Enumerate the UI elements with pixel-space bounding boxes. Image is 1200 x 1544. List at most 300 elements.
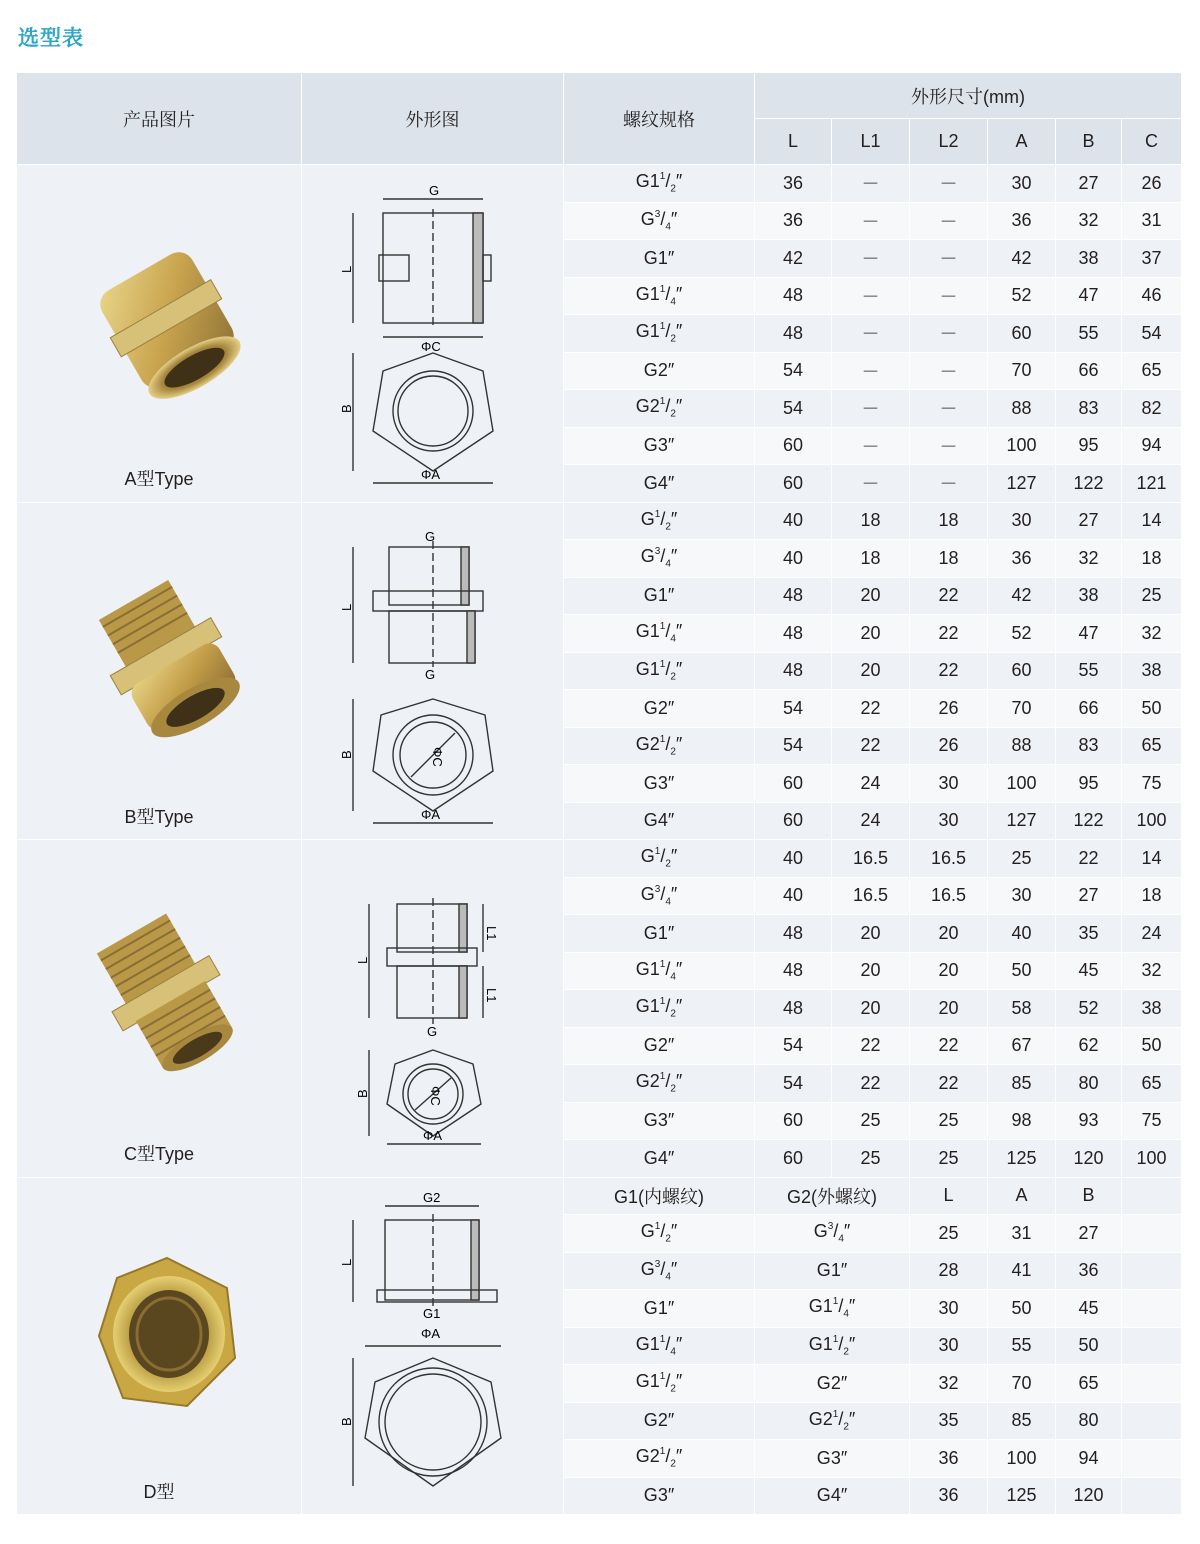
dim-cell-c: 100 <box>1122 1140 1182 1178</box>
table-row <box>17 502 1182 540</box>
thread-cell: $G1^1/_4''$ <box>564 277 755 315</box>
dim-cell-a: 36 <box>988 540 1056 578</box>
dim-cell-a: 25 <box>988 840 1056 878</box>
d-dim-cell: 65 <box>1056 1365 1122 1403</box>
empty-cell <box>1122 1290 1182 1328</box>
dim-cell-b: 27 <box>1056 165 1122 203</box>
label-phi-c: ΦC <box>429 746 445 767</box>
g1-thread-cell: G1″ <box>564 1290 755 1328</box>
d-dim-cell: 45 <box>1056 1290 1122 1328</box>
label-phi-a: ΦA <box>422 1128 442 1144</box>
d-dim-cell: 36 <box>910 1477 988 1515</box>
dim-cell-l2: － <box>910 277 988 315</box>
d-dim-cell: 25 <box>910 1215 988 1253</box>
label-l: L <box>354 957 370 965</box>
thread-cell: $G1^1/_4''$ <box>564 952 755 990</box>
dim-cell-l2: － <box>910 315 988 353</box>
dim-cell-l2: 25 <box>910 1140 988 1178</box>
dim-cell-c: 100 <box>1122 802 1182 840</box>
dim-cell-b: 27 <box>1056 877 1122 915</box>
thread-cell: $G1^1/_2''$ <box>564 652 755 690</box>
dim-cell-b: 83 <box>1056 390 1122 428</box>
dim-cell-a: 42 <box>988 240 1056 278</box>
dim-cell-b: 27 <box>1056 502 1122 540</box>
label-phi-a: ΦA <box>420 806 440 822</box>
empty-cell <box>1122 1365 1182 1403</box>
photo-cell-type-a <box>17 165 302 503</box>
dim-cell-l2: 30 <box>910 802 988 840</box>
dim-cell-a: 127 <box>988 802 1056 840</box>
dim-cell-l: 40 <box>755 502 832 540</box>
type-label: D型 <box>143 1481 175 1502</box>
label-l1: L1 <box>483 926 499 941</box>
header-dim-l: L <box>755 119 832 165</box>
outline-drawing <box>333 1186 533 1506</box>
label-g: G <box>424 666 435 682</box>
dim-cell-c: 32 <box>1122 615 1182 653</box>
page-title: 选型表 <box>18 27 84 50</box>
dim-cell-l2: 20 <box>910 952 988 990</box>
dim-cell-a: 60 <box>988 315 1056 353</box>
dim-cell-c: 65 <box>1122 1065 1182 1103</box>
d-dim-cell: 30 <box>910 1327 988 1365</box>
dim-cell-l1: 24 <box>832 802 910 840</box>
empty-cell <box>1122 1252 1182 1290</box>
dim-cell-b: 22 <box>1056 840 1122 878</box>
g1-thread-cell: G2″ <box>564 1402 755 1440</box>
dim-cell-c: 121 <box>1122 465 1182 503</box>
dim-cell-l2: 26 <box>910 727 988 765</box>
dim-cell-b: 93 <box>1056 1102 1122 1140</box>
dim-cell-a: 58 <box>988 990 1056 1028</box>
thread-cell: $G^1/_2''$ <box>564 840 755 878</box>
dim-cell-b: 38 <box>1056 577 1122 615</box>
d-dim-cell: 80 <box>1056 1402 1122 1440</box>
g2-thread-cell: $G1^1/_2''$ <box>755 1327 910 1365</box>
empty-cell <box>1122 1477 1182 1515</box>
dim-cell-l1: － <box>832 465 910 503</box>
label-g2: G2 <box>422 1189 440 1205</box>
dim-cell-l1: 22 <box>832 1065 910 1103</box>
dim-cell-a: 127 <box>988 465 1056 503</box>
dim-cell-l: 42 <box>755 240 832 278</box>
dim-cell-l1: － <box>832 315 910 353</box>
dim-cell-c: 14 <box>1122 502 1182 540</box>
header-drawing: 外形图 <box>302 73 564 165</box>
dim-cell-c: 25 <box>1122 577 1182 615</box>
dim-cell-b: 55 <box>1056 315 1122 353</box>
dim-cell-a: 70 <box>988 690 1056 728</box>
dim-cell-l1: － <box>832 390 910 428</box>
dim-cell-l: 48 <box>755 915 832 953</box>
dim-cell-l1: 22 <box>832 727 910 765</box>
thread-cell: G1″ <box>564 915 755 953</box>
d-header-cell: B <box>1056 1177 1122 1215</box>
dim-cell-l2: 22 <box>910 1065 988 1103</box>
thread-cell: G2″ <box>564 690 755 728</box>
dim-cell-b: 66 <box>1056 352 1122 390</box>
d-dim-cell: 30 <box>910 1290 988 1328</box>
dim-cell-l: 40 <box>755 877 832 915</box>
outline-drawing <box>333 848 533 1168</box>
thread-cell: G4″ <box>564 802 755 840</box>
dim-cell-c: 65 <box>1122 727 1182 765</box>
dim-cell-l2: 22 <box>910 577 988 615</box>
dim-cell-a: 70 <box>988 352 1056 390</box>
thread-cell: $G1^1/_2''$ <box>564 315 755 353</box>
type-label: C型Type <box>123 1144 195 1165</box>
dim-cell-b: 120 <box>1056 1140 1122 1178</box>
thread-cell: $G1^1/_4''$ <box>564 615 755 653</box>
drawing-cell-type-c <box>302 840 564 1178</box>
g1-thread-cell: $G^1/_2''$ <box>564 1215 755 1253</box>
thread-cell: G2″ <box>564 1027 755 1065</box>
dim-cell-c: 65 <box>1122 352 1182 390</box>
d-dim-cell: 35 <box>910 1402 988 1440</box>
dim-cell-b: 83 <box>1056 727 1122 765</box>
dim-cell-l2: 30 <box>910 765 988 803</box>
g1-thread-cell: $G1^1/_2''$ <box>564 1365 755 1403</box>
dim-cell-l: 60 <box>755 427 832 465</box>
header-dim-c: C <box>1122 119 1182 165</box>
g1-thread-cell: $G1^1/_4''$ <box>564 1327 755 1365</box>
header-dim-a: A <box>988 119 1056 165</box>
dim-cell-l1: 22 <box>832 1027 910 1065</box>
d-dim-cell: 28 <box>910 1252 988 1290</box>
g1-thread-cell: G3″ <box>564 1477 755 1515</box>
dim-cell-c: 24 <box>1122 915 1182 953</box>
dim-cell-b: 95 <box>1056 427 1122 465</box>
drawing-cell-type-d <box>302 1177 564 1515</box>
header-dim-l2: L2 <box>910 119 988 165</box>
g2-thread-cell: $G1^1/_4''$ <box>755 1290 910 1328</box>
thread-cell: $G2^1/_2''$ <box>564 727 755 765</box>
label-phi-a: ΦA <box>420 1325 440 1341</box>
label-g: G <box>424 528 435 544</box>
dim-cell-l2: 22 <box>910 1027 988 1065</box>
dim-cell-l: 54 <box>755 352 832 390</box>
thread-cell: G2″ <box>564 352 755 390</box>
d-dim-cell: 27 <box>1056 1215 1122 1253</box>
label-phi-c: ΦC <box>427 1086 443 1107</box>
dim-cell-l: 60 <box>755 802 832 840</box>
dim-cell-l1: 20 <box>832 990 910 1028</box>
dim-cell-c: 32 <box>1122 952 1182 990</box>
header-dims-group: 外形尺寸(mm) <box>755 73 1182 119</box>
dim-cell-l2: 26 <box>910 690 988 728</box>
dim-cell-l: 36 <box>755 202 832 240</box>
dim-cell-c: 75 <box>1122 1102 1182 1140</box>
d-dim-cell: 100 <box>988 1440 1056 1478</box>
dim-cell-a: 100 <box>988 765 1056 803</box>
dim-cell-l: 54 <box>755 690 832 728</box>
selection-table <box>16 72 1182 1515</box>
d-dim-cell: 55 <box>988 1327 1056 1365</box>
dim-cell-b: 95 <box>1056 765 1122 803</box>
dim-cell-l2: － <box>910 165 988 203</box>
photo-cell-type-c <box>17 840 302 1178</box>
label-phi-a: ΦA <box>420 467 440 483</box>
dim-cell-a: 85 <box>988 1065 1056 1103</box>
dim-cell-c: 46 <box>1122 277 1182 315</box>
dim-cell-l1: 22 <box>832 690 910 728</box>
dim-cell-a: 88 <box>988 390 1056 428</box>
dim-cell-b: 35 <box>1056 915 1122 953</box>
dim-cell-a: 60 <box>988 652 1056 690</box>
header-dim-l1: L1 <box>832 119 910 165</box>
dim-cell-l1: 18 <box>832 540 910 578</box>
dim-cell-l2: － <box>910 202 988 240</box>
table-row <box>17 165 1182 203</box>
g2-thread-cell: G1″ <box>755 1252 910 1290</box>
thread-cell: $G^3/_4''$ <box>564 540 755 578</box>
dim-cell-l2: 20 <box>910 990 988 1028</box>
dim-cell-c: 75 <box>1122 765 1182 803</box>
dim-cell-l1: － <box>832 277 910 315</box>
dim-cell-l: 60 <box>755 1102 832 1140</box>
photo-cell-type-b <box>17 502 302 840</box>
dim-cell-l2: － <box>910 427 988 465</box>
empty-cell <box>1122 1177 1182 1215</box>
dim-cell-l: 48 <box>755 577 832 615</box>
g2-thread-cell: G3″ <box>755 1440 910 1478</box>
g2-thread-cell: G2″ <box>755 1365 910 1403</box>
outline-drawing <box>333 511 533 831</box>
dim-cell-a: 88 <box>988 727 1056 765</box>
dim-cell-a: 30 <box>988 502 1056 540</box>
dim-cell-l: 36 <box>755 165 832 203</box>
label-b: B <box>338 750 354 759</box>
g2-thread-cell: $G2^1/_2''$ <box>755 1402 910 1440</box>
d-header-cell: G1(内螺纹) <box>564 1177 755 1215</box>
dim-cell-b: 66 <box>1056 690 1122 728</box>
dim-cell-l1: － <box>832 165 910 203</box>
dim-cell-b: 122 <box>1056 802 1122 840</box>
dim-cell-l: 54 <box>755 1065 832 1103</box>
dim-cell-l1: － <box>832 202 910 240</box>
dim-cell-a: 52 <box>988 615 1056 653</box>
dim-cell-l: 48 <box>755 277 832 315</box>
table-row <box>17 1177 1182 1215</box>
dim-cell-l: 60 <box>755 765 832 803</box>
dim-cell-l1: 16.5 <box>832 840 910 878</box>
outline-drawing <box>333 173 533 493</box>
g2-thread-cell: G4″ <box>755 1477 910 1515</box>
thread-cell: G3″ <box>564 1102 755 1140</box>
dim-cell-c: 50 <box>1122 1027 1182 1065</box>
dim-cell-l: 54 <box>755 727 832 765</box>
fitting-photo <box>87 1248 247 1418</box>
dim-cell-l2: － <box>910 352 988 390</box>
dim-cell-l: 48 <box>755 315 832 353</box>
label-l: L <box>338 603 354 611</box>
dim-cell-l1: － <box>832 427 910 465</box>
dim-cell-c: 18 <box>1122 877 1182 915</box>
dim-cell-l1: 20 <box>832 652 910 690</box>
dim-cell-c: 31 <box>1122 202 1182 240</box>
dim-cell-b: 80 <box>1056 1065 1122 1103</box>
thread-cell: G4″ <box>564 465 755 503</box>
d-dim-cell: 50 <box>988 1290 1056 1328</box>
dim-cell-a: 67 <box>988 1027 1056 1065</box>
dim-cell-a: 50 <box>988 952 1056 990</box>
empty-cell <box>1122 1440 1182 1478</box>
empty-cell <box>1122 1215 1182 1253</box>
dim-cell-c: 82 <box>1122 390 1182 428</box>
dim-cell-b: 32 <box>1056 540 1122 578</box>
dim-cell-l: 48 <box>755 615 832 653</box>
dim-cell-c: 18 <box>1122 540 1182 578</box>
g1-thread-cell: $G^3/_4''$ <box>564 1252 755 1290</box>
thread-cell: $G^1/_2''$ <box>564 502 755 540</box>
dim-cell-b: 38 <box>1056 240 1122 278</box>
dim-cell-l1: 25 <box>832 1102 910 1140</box>
dim-cell-c: 38 <box>1122 652 1182 690</box>
dim-cell-l2: － <box>910 390 988 428</box>
label-b: B <box>338 1417 354 1426</box>
label-l1: L1 <box>483 988 499 1003</box>
dim-cell-c: 94 <box>1122 427 1182 465</box>
d-dim-cell: 85 <box>988 1402 1056 1440</box>
label-b: B <box>354 1089 370 1099</box>
dim-cell-l1: 20 <box>832 615 910 653</box>
dim-cell-l2: 20 <box>910 915 988 953</box>
dim-cell-l2: － <box>910 465 988 503</box>
d-dim-cell: 32 <box>910 1365 988 1403</box>
dim-cell-l: 40 <box>755 540 832 578</box>
d-dim-cell: 36 <box>910 1440 988 1478</box>
drawing-cell-type-a <box>302 165 564 503</box>
dim-cell-l1: 24 <box>832 765 910 803</box>
dim-cell-b: 122 <box>1056 465 1122 503</box>
dim-cell-b: 32 <box>1056 202 1122 240</box>
d-dim-cell: 70 <box>988 1365 1056 1403</box>
thread-cell: $G1^1/_2''$ <box>564 990 755 1028</box>
dim-cell-a: 52 <box>988 277 1056 315</box>
dim-cell-l1: 20 <box>832 577 910 615</box>
dim-cell-b: 55 <box>1056 652 1122 690</box>
dim-cell-l: 40 <box>755 840 832 878</box>
d-dim-cell: 94 <box>1056 1440 1122 1478</box>
type-label: B型Type <box>124 806 194 827</box>
label-l: L <box>338 1258 354 1266</box>
dim-cell-a: 40 <box>988 915 1056 953</box>
d-dim-cell: 31 <box>988 1215 1056 1253</box>
thread-cell: $G2^1/_2''$ <box>564 390 755 428</box>
dim-cell-c: 38 <box>1122 990 1182 1028</box>
g2-thread-cell: $G^3/_4''$ <box>755 1215 910 1253</box>
fitting-photo <box>87 235 247 405</box>
dim-cell-l: 54 <box>755 390 832 428</box>
dim-cell-b: 47 <box>1056 615 1122 653</box>
thread-cell: G4″ <box>564 1140 755 1178</box>
dim-cell-l2: － <box>910 240 988 278</box>
dim-cell-l1: 16.5 <box>832 877 910 915</box>
dim-cell-b: 52 <box>1056 990 1122 1028</box>
d-dim-cell: 41 <box>988 1252 1056 1290</box>
empty-cell <box>1122 1402 1182 1440</box>
thread-cell: $G1^1/_2''$ <box>564 165 755 203</box>
d-header-cell: L <box>910 1177 988 1215</box>
dim-cell-l1: 18 <box>832 502 910 540</box>
table-row <box>17 840 1182 878</box>
dim-cell-l1: 20 <box>832 915 910 953</box>
dim-cell-c: 54 <box>1122 315 1182 353</box>
thread-cell: $G^3/_4''$ <box>564 202 755 240</box>
g1-thread-cell: $G2^1/_2''$ <box>564 1440 755 1478</box>
label-l: L <box>338 266 354 274</box>
d-dim-cell: 36 <box>1056 1252 1122 1290</box>
fitting-photo <box>87 910 247 1080</box>
label-b: B <box>338 404 354 414</box>
thread-cell: G3″ <box>564 765 755 803</box>
empty-cell <box>1122 1327 1182 1365</box>
thread-cell: $G2^1/_2''$ <box>564 1065 755 1103</box>
dim-cell-b: 62 <box>1056 1027 1122 1065</box>
dim-cell-a: 42 <box>988 577 1056 615</box>
header-thread: 螺纹规格 <box>564 73 755 165</box>
dim-cell-a: 30 <box>988 877 1056 915</box>
drawing-cell-type-b <box>302 502 564 840</box>
type-label: A型Type <box>124 469 194 490</box>
dim-cell-a: 125 <box>988 1140 1056 1178</box>
d-dim-cell: 120 <box>1056 1477 1122 1515</box>
dim-cell-l2: 18 <box>910 502 988 540</box>
thread-cell: G3″ <box>564 427 755 465</box>
label-g: G <box>426 1024 437 1040</box>
dim-cell-l: 60 <box>755 1140 832 1178</box>
dim-cell-a: 100 <box>988 427 1056 465</box>
dim-cell-l: 48 <box>755 990 832 1028</box>
dim-cell-a: 98 <box>988 1102 1056 1140</box>
label-g: G <box>428 183 439 199</box>
dim-cell-l: 60 <box>755 465 832 503</box>
d-dim-cell: 50 <box>1056 1327 1122 1365</box>
dim-cell-l2: 16.5 <box>910 877 988 915</box>
d-header-cell: A <box>988 1177 1056 1215</box>
dim-cell-l2: 25 <box>910 1102 988 1140</box>
dim-cell-b: 45 <box>1056 952 1122 990</box>
dim-cell-c: 14 <box>1122 840 1182 878</box>
dim-cell-c: 37 <box>1122 240 1182 278</box>
header-photo: 产品图片 <box>17 73 302 165</box>
dim-cell-l: 48 <box>755 952 832 990</box>
dim-cell-a: 36 <box>988 202 1056 240</box>
dim-cell-b: 47 <box>1056 277 1122 315</box>
dim-cell-l2: 16.5 <box>910 840 988 878</box>
dim-cell-c: 26 <box>1122 165 1182 203</box>
d-dim-cell: 125 <box>988 1477 1056 1515</box>
dim-cell-l1: 25 <box>832 1140 910 1178</box>
thread-cell: G1″ <box>564 577 755 615</box>
header-dim-b: B <box>1056 119 1122 165</box>
dim-cell-l1: － <box>832 352 910 390</box>
dim-cell-l1: － <box>832 240 910 278</box>
dim-cell-a: 30 <box>988 165 1056 203</box>
label-g1: G1 <box>422 1305 440 1321</box>
dim-cell-l2: 22 <box>910 615 988 653</box>
dim-cell-l2: 18 <box>910 540 988 578</box>
dim-cell-l: 54 <box>755 1027 832 1065</box>
label-phi-c: ΦC <box>420 339 441 355</box>
thread-cell: $G^3/_4''$ <box>564 877 755 915</box>
dim-cell-c: 50 <box>1122 690 1182 728</box>
fitting-photo <box>87 573 247 743</box>
photo-cell-type-d <box>17 1177 302 1515</box>
dim-cell-l1: 20 <box>832 952 910 990</box>
thread-cell: G1″ <box>564 240 755 278</box>
dim-cell-l: 48 <box>755 652 832 690</box>
